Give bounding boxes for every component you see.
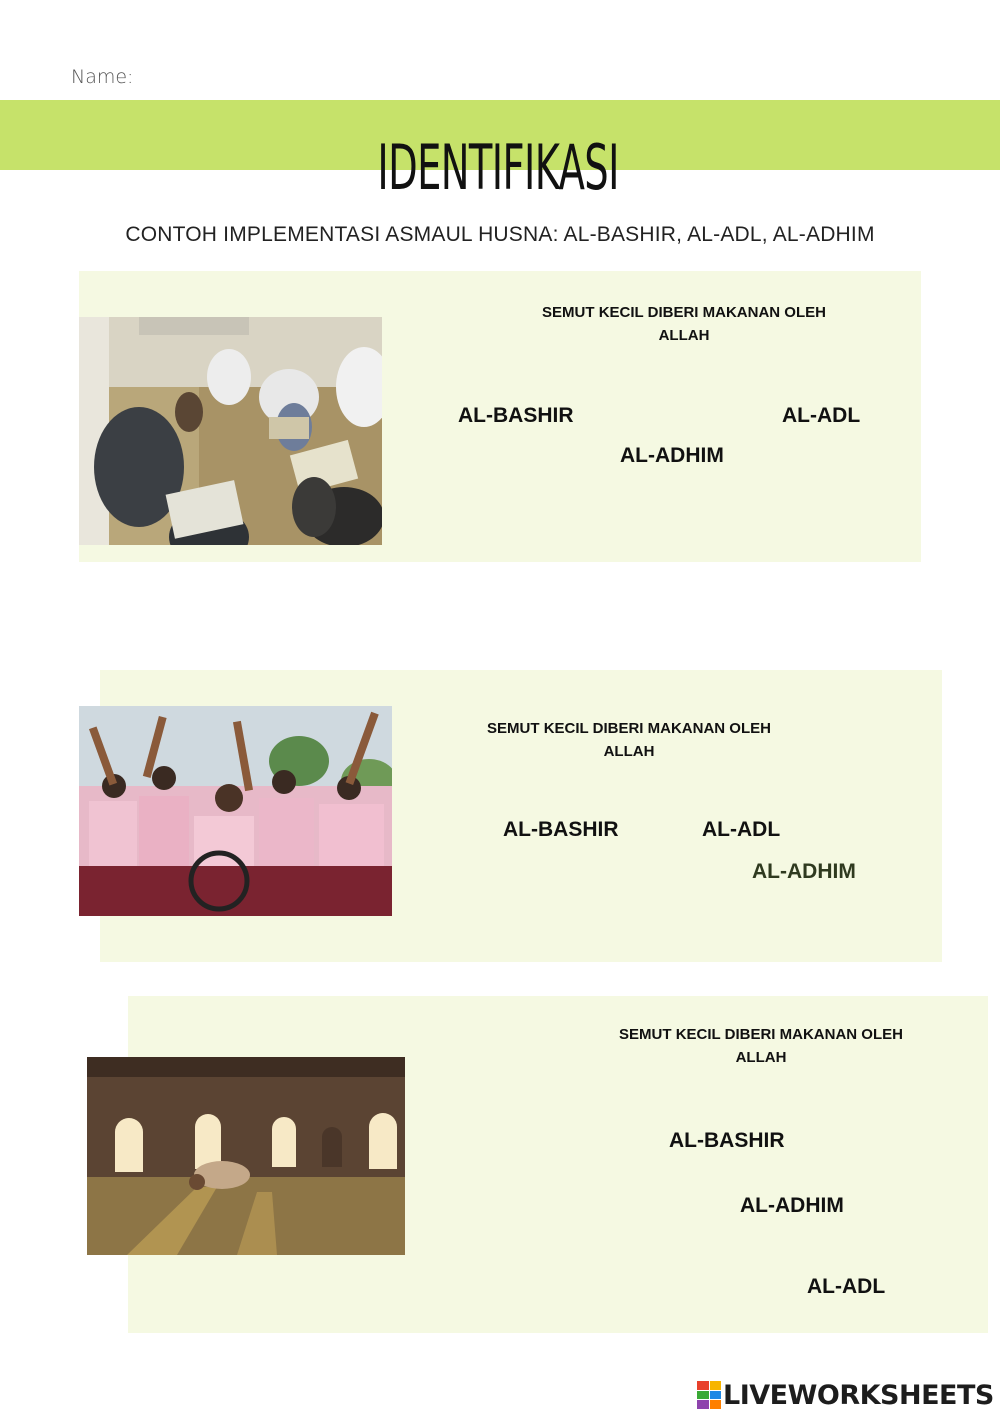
option-al-adhim-1[interactable]: AL-ADHIM xyxy=(620,444,724,467)
photo-quran-study xyxy=(79,317,382,545)
liveworksheets-logo-icon xyxy=(697,1381,721,1409)
name-label: Name: xyxy=(71,66,134,88)
option-al-bashir-2[interactable]: AL-BASHIR xyxy=(503,818,619,841)
liveworksheets-logo-text: LIVEWORKSHEETS xyxy=(723,1379,994,1411)
photo-students-cheering xyxy=(79,706,392,916)
photo-prayer-mosque xyxy=(87,1057,405,1255)
option-al-adhim-3[interactable]: AL-ADHIM xyxy=(740,1194,844,1217)
option-al-adl-2[interactable]: AL-ADL xyxy=(702,818,781,841)
option-al-adl-1[interactable]: AL-ADL xyxy=(782,404,861,427)
question-text-3: SEMUT KECIL DIBERI MAKANAN OLEH ALLAH xyxy=(619,1026,903,1066)
liveworksheets-logo[interactable] xyxy=(697,1378,994,1412)
question-text-2: SEMUT KECIL DIBERI MAKANAN OLEH ALLAH xyxy=(487,720,771,760)
option-al-adhim-2[interactable]: AL-ADHIM xyxy=(752,860,856,883)
question-text-1: SEMUT KECIL DIBERI MAKANAN OLEH ALLAH xyxy=(542,304,826,344)
option-al-bashir-1[interactable]: AL-BASHIR xyxy=(458,404,574,427)
option-al-bashir-3[interactable]: AL-BASHIR xyxy=(669,1129,785,1152)
page-subtitle: CONTOH IMPLEMENTASI ASMAUL HUSNA: AL-BASHIR, AL-ADL, AL-ADHIM xyxy=(125,223,875,246)
page-title: IDENTIFIKASI xyxy=(377,131,619,204)
option-al-adl-3[interactable]: AL-ADL xyxy=(807,1275,886,1298)
